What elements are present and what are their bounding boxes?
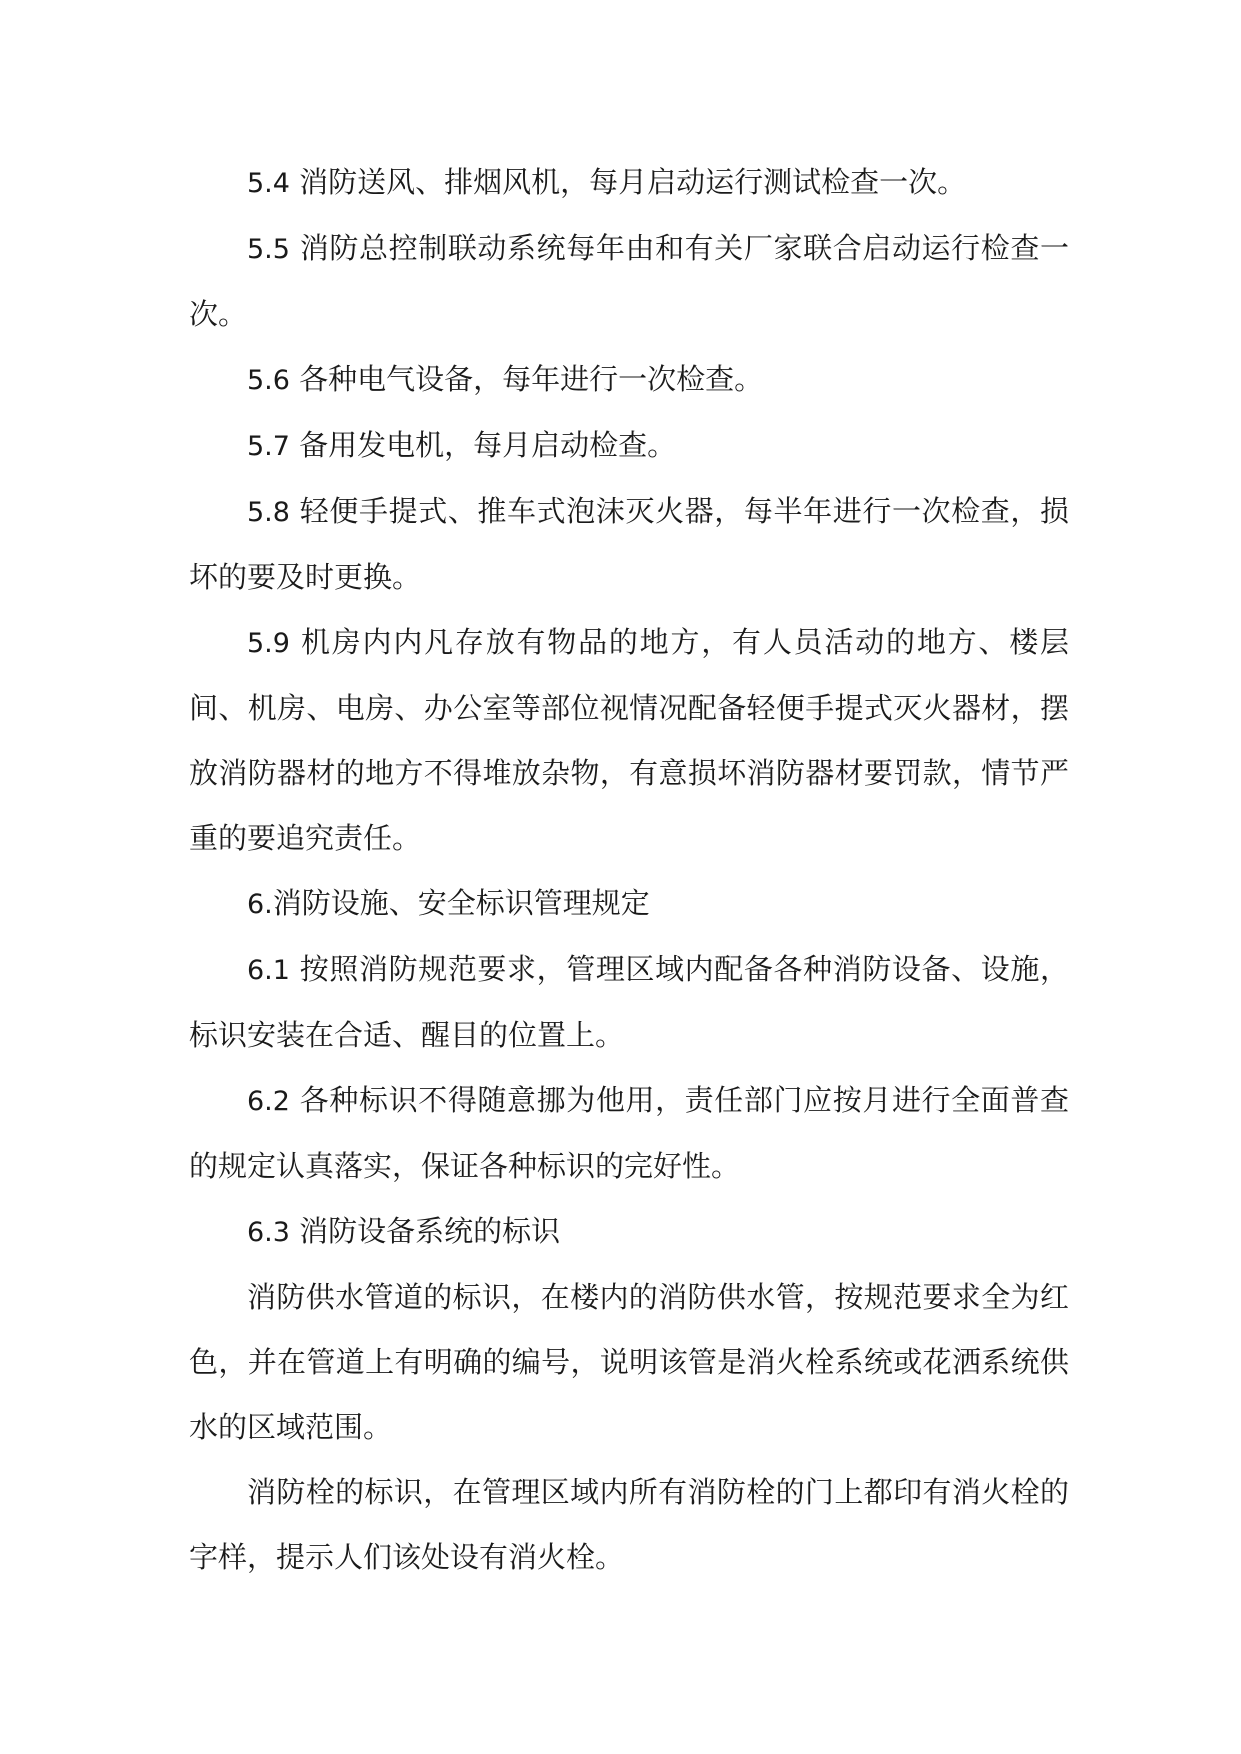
paragraph-5-7 <box>189 413 1069 479</box>
paragraph-5-8 <box>189 479 1069 610</box>
clause-number: 6.2 <box>247 1086 290 1117</box>
clause-number: 5.9 <box>247 628 290 659</box>
paragraph-6-1 <box>189 937 1069 1068</box>
clause-number: 5.4 <box>247 168 290 199</box>
section-number: 6. <box>247 889 273 920</box>
clause-text: 各种标识不得随意挪为他用，责任部门应按月进行全面普查的规定认真落实，保证各种标识的完好性。 <box>189 1083 1069 1183</box>
clause-number: 5.6 <box>247 365 290 396</box>
section-heading-6 <box>189 871 1069 937</box>
clause-text: 消防送风、排烟风机，每月启动运行测试检查一次。 <box>289 165 967 199</box>
section-title: 消防设施、安全标识管理规定 <box>272 886 650 920</box>
paragraph-6-2 <box>189 1068 1069 1199</box>
clause-number: 5.5 <box>247 234 290 265</box>
clause-number: 5.8 <box>247 497 290 528</box>
document-body <box>189 150 1069 1590</box>
paragraph-5-9 <box>189 610 1069 871</box>
clause-text: 消防总控制联动系统每年由和有关厂家联合启动运行检查一次。 <box>189 231 1069 331</box>
paragraph-5-6 <box>189 347 1069 413</box>
clause-number: 6.1 <box>247 955 290 986</box>
paragraph-6-3 <box>189 1199 1069 1265</box>
paragraph-hydrant-marking <box>189 1460 1069 1590</box>
paragraph-pipe-marking <box>189 1265 1069 1460</box>
paragraph-text: 消防供水管道的标识，在楼内的消防供水管，按规范要求全为红色，并在管道上有明确的编号，说明该管是消火栓系统或花洒系统供水的区域范围。 <box>189 1280 1069 1444</box>
clause-text: 备用发电机，每月启动检查。 <box>289 428 677 462</box>
clause-text: 消防设备系统的标识 <box>289 1214 561 1248</box>
paragraph-text: 消防栓的标识，在管理区域内所有消防栓的门上都印有消火栓的字样，提示人们该处设有消火栓。 <box>189 1475 1069 1574</box>
clause-text: 机房内内凡存放有物品的地方，有人员活动的地方、楼层间、机房、电房、办公室等部位视情况配备轻便手提式灭火器材，摆放消防器材的地方不得堆放杂物，有意损坏消防器材要罚款，情节严重的要追究责任。 <box>189 625 1069 855</box>
paragraph-5-5 <box>189 216 1069 347</box>
clause-number: 6.3 <box>247 1217 290 1248</box>
clause-text: 按照消防规范要求，管理区域内配备各种消防设备、设施，标识安装在合适、醒目的位置上。 <box>189 952 1069 1052</box>
paragraph-5-4 <box>189 150 1069 216</box>
clause-text: 轻便手提式、推车式泡沫灭火器，每半年进行一次检查，损坏的要及时更换。 <box>189 494 1069 594</box>
clause-number: 5.7 <box>247 431 290 462</box>
clause-text: 各种电气设备，每年进行一次检查。 <box>289 362 764 396</box>
